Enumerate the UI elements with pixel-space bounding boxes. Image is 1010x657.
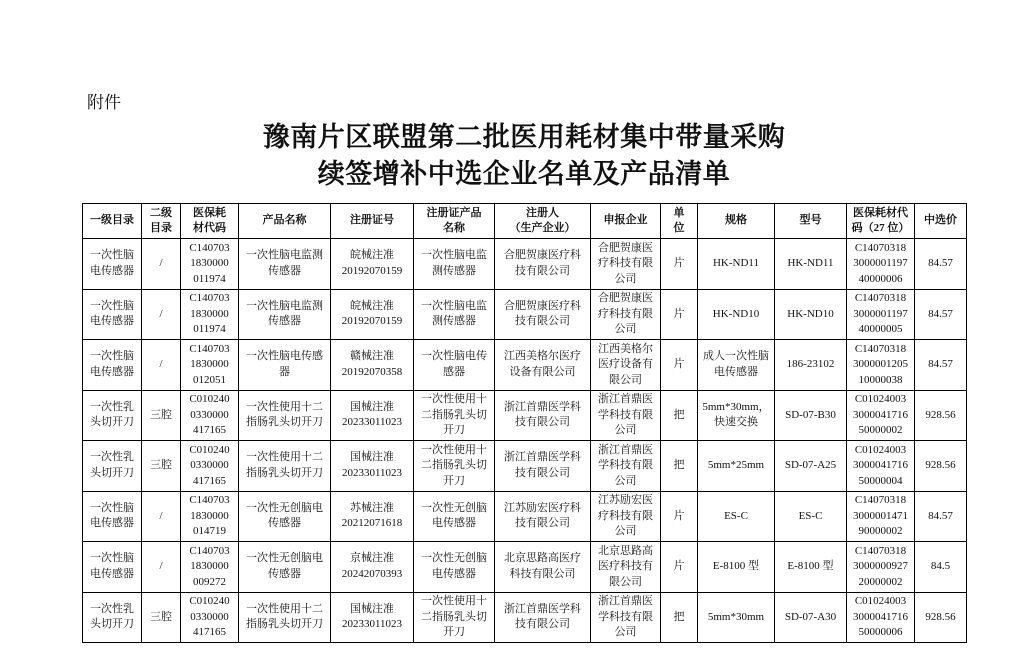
cell-category-l2: 三腔: [142, 390, 181, 441]
cell-registration-no: 国械注准20233011023: [331, 592, 414, 643]
cell-model: E-8100 型: [775, 542, 847, 593]
cell-category-l2: /: [142, 239, 181, 290]
header-spec: 规格: [698, 204, 775, 239]
title-line-2: 续签增补中选企业名单及产品清单: [317, 159, 731, 189]
cell-registration-no: 国械注准20233011023: [331, 441, 414, 492]
cell-applicant: 合肥贺康医疗科技有限公司: [591, 239, 661, 290]
document-title: [82, 119, 966, 193]
cell-category-l2: /: [142, 542, 181, 593]
cell-insurance-code-27: C14070318 3000001205 10000038: [847, 340, 915, 391]
cell-price: 84.5: [915, 542, 967, 593]
cell-price: 928.56: [915, 390, 967, 441]
cell-registration-product-name: 一次性使用十二指肠乳头切开刀: [414, 592, 495, 643]
title-line-1: 豫南片区联盟第二批医用耗材集中带量采购: [262, 122, 786, 152]
cell-spec: HK-ND11: [698, 239, 775, 290]
attachment-label: 附件: [87, 93, 121, 112]
cell-registration-product-name: 一次性脑电传感器: [414, 340, 495, 391]
table-header-row: [83, 204, 967, 239]
cell-registration-product-name: 一次性无创脑电传感器: [414, 491, 495, 542]
table-row: [83, 592, 967, 643]
header-applicant: 申报企业: [591, 204, 661, 239]
cell-unit: 片: [661, 491, 698, 542]
table-row: [83, 340, 967, 391]
cell-insurance-code-27: C14070318 3000000927 20000002: [847, 542, 915, 593]
cell-unit: 片: [661, 340, 698, 391]
cell-price: 928.56: [915, 441, 967, 492]
cell-category-l2: 三腔: [142, 592, 181, 643]
cell-price: 928.56: [915, 592, 967, 643]
cell-model: SD-07-A25: [775, 441, 847, 492]
header-unit: 单位: [661, 204, 698, 239]
cell-registration-product-name: 一次性脑电监测传感器: [414, 239, 495, 290]
cell-price: 84.57: [915, 239, 967, 290]
cell-insurance-code: C140703 1830000 012051: [181, 340, 239, 391]
cell-insurance-code: C140703 1830000 011974: [181, 289, 239, 340]
cell-registration-product-name: 一次性无创脑电传感器: [414, 542, 495, 593]
table-row: [83, 239, 967, 290]
cell-spec: 成人一次性脑电传感器: [698, 340, 775, 391]
cell-registration-no: 皖械注准20192070159: [331, 239, 414, 290]
header-product-name: 产品名称: [239, 204, 331, 239]
cell-registrant: 浙江首鼎医学科技有限公司: [495, 592, 591, 643]
cell-price: 84.57: [915, 289, 967, 340]
cell-registrant: 合肥贺康医疗科技有限公司: [495, 289, 591, 340]
cell-insurance-code-27: C14070318 3000001471 90000002: [847, 491, 915, 542]
cell-registrant: 合肥贺康医疗科技有限公司: [495, 239, 591, 290]
cell-category-l1: 一次性乳头切开刀: [83, 441, 142, 492]
header-insurance-code: 医保耗材代码: [181, 204, 239, 239]
cell-unit: 片: [661, 239, 698, 290]
cell-insurance-code: C010240 0330000 417165: [181, 592, 239, 643]
cell-registration-no: 苏械注准20212071618: [331, 491, 414, 542]
cell-registration-no: 京械注准20242070393: [331, 542, 414, 593]
cell-product-name: 一次性无创脑电传感器: [239, 542, 331, 593]
table-row: [83, 491, 967, 542]
cell-price: 84.57: [915, 340, 967, 391]
cell-applicant: 浙江首鼎医学科技有限公司: [591, 592, 661, 643]
cell-insurance-code: C010240 0330000 417165: [181, 390, 239, 441]
header-registrant: 注册人（生产企业）: [495, 204, 591, 239]
cell-insurance-code: C140703 1830000 009272: [181, 542, 239, 593]
header-model: 型号: [775, 204, 847, 239]
cell-insurance-code-27: C01024003 3000041716 50000006: [847, 592, 915, 643]
cell-registrant: 浙江首鼎医学科技有限公司: [495, 441, 591, 492]
cell-unit: 把: [661, 390, 698, 441]
table-row: [83, 390, 967, 441]
cell-registration-no: 国械注准20233011023: [331, 390, 414, 441]
cell-model: HK-ND11: [775, 239, 847, 290]
header-category-l2: 二级目录: [142, 204, 181, 239]
cell-insurance-code-27: C01024003 3000041716 50000002: [847, 390, 915, 441]
cell-category-l1: 一次性脑电传感器: [83, 289, 142, 340]
cell-category-l2: /: [142, 491, 181, 542]
cell-model: SD-07-A30: [775, 592, 847, 643]
cell-spec: HK-ND10: [698, 289, 775, 340]
cell-registration-product-name: 一次性使用十二指肠乳头切开刀: [414, 441, 495, 492]
cell-model: ES-C: [775, 491, 847, 542]
cell-registration-product-name: 一次性脑电监测传感器: [414, 289, 495, 340]
cell-product-name: 一次性脑电监测传感器: [239, 289, 331, 340]
cell-registration-product-name: 一次性使用十二指肠乳头切开刀: [414, 390, 495, 441]
header-category-l1: 一级目录: [83, 204, 142, 239]
header-registration-product-name: 注册证产品名称: [414, 204, 495, 239]
cell-registrant: 浙江首鼎医学科技有限公司: [495, 390, 591, 441]
cell-category-l1: 一次性乳头切开刀: [83, 390, 142, 441]
cell-price: 84.57: [915, 491, 967, 542]
cell-insurance-code-27: C01024003 3000041716 50000004: [847, 441, 915, 492]
cell-insurance-code: C140703 1830000 014719: [181, 491, 239, 542]
cell-insurance-code-27: C14070318 3000001197 40000006: [847, 239, 915, 290]
cell-product-name: 一次性使用十二指肠乳头切开刀: [239, 390, 331, 441]
cell-insurance-code: C140703 1830000 011974: [181, 239, 239, 290]
cell-spec: ES-C: [698, 491, 775, 542]
cell-model: SD-07-B30: [775, 390, 847, 441]
product-table: [82, 203, 967, 643]
table-row: [83, 289, 967, 340]
cell-unit: 片: [661, 542, 698, 593]
cell-category-l2: /: [142, 340, 181, 391]
cell-spec: E-8100 型: [698, 542, 775, 593]
cell-applicant: 江西美格尔医疗设备有限公司: [591, 340, 661, 391]
cell-applicant: 江苏励宏医疗科技有限公司: [591, 491, 661, 542]
cell-product-name: 一次性脑电传感器: [239, 340, 331, 391]
cell-applicant: 浙江首鼎医学科技有限公司: [591, 441, 661, 492]
cell-registrant: 北京思路高医疗科技有限公司: [495, 542, 591, 593]
cell-category-l1: 一次性脑电传感器: [83, 491, 142, 542]
cell-product-name: 一次性使用十二指肠乳头切开刀: [239, 592, 331, 643]
table-body: [83, 239, 967, 643]
cell-product-name: 一次性使用十二指肠乳头切开刀: [239, 441, 331, 492]
cell-spec: 5mm*30mm: [698, 592, 775, 643]
cell-unit: 片: [661, 289, 698, 340]
header-registration-no: 注册证号: [331, 204, 414, 239]
cell-spec: 5mm*25mm: [698, 441, 775, 492]
cell-registration-no: 赣械注准20192070358: [331, 340, 414, 391]
cell-category-l1: 一次性乳头切开刀: [83, 592, 142, 643]
cell-category-l1: 一次性脑电传感器: [83, 340, 142, 391]
cell-registrant: 江西美格尔医疗设备有限公司: [495, 340, 591, 391]
cell-insurance-code-27: C14070318 3000001197 40000005: [847, 289, 915, 340]
cell-registrant: 江苏励宏医疗科技有限公司: [495, 491, 591, 542]
cell-applicant: 合肥贺康医疗科技有限公司: [591, 289, 661, 340]
cell-category-l1: 一次性脑电传感器: [83, 239, 142, 290]
cell-product-name: 一次性脑电监测传感器: [239, 239, 331, 290]
cell-product-name: 一次性无创脑电传感器: [239, 491, 331, 542]
cell-applicant: 浙江首鼎医学科技有限公司: [591, 390, 661, 441]
cell-unit: 把: [661, 592, 698, 643]
table-row: [83, 441, 967, 492]
table-row: [83, 542, 967, 593]
cell-spec: 5mm*30mm，快速交换: [698, 390, 775, 441]
header-insurance-code-27: 医保耗材代码（27 位）: [847, 204, 915, 239]
cell-unit: 把: [661, 441, 698, 492]
cell-category-l1: 一次性脑电传感器: [83, 542, 142, 593]
cell-model: 186-23102: [775, 340, 847, 391]
header-price: 中选价: [915, 204, 967, 239]
cell-category-l2: 三腔: [142, 441, 181, 492]
cell-applicant: 北京思路高医疗科技有限公司: [591, 542, 661, 593]
cell-insurance-code: C010240 0330000 417165: [181, 441, 239, 492]
cell-registration-no: 皖械注准20192070159: [331, 289, 414, 340]
cell-model: HK-ND10: [775, 289, 847, 340]
cell-category-l2: /: [142, 289, 181, 340]
